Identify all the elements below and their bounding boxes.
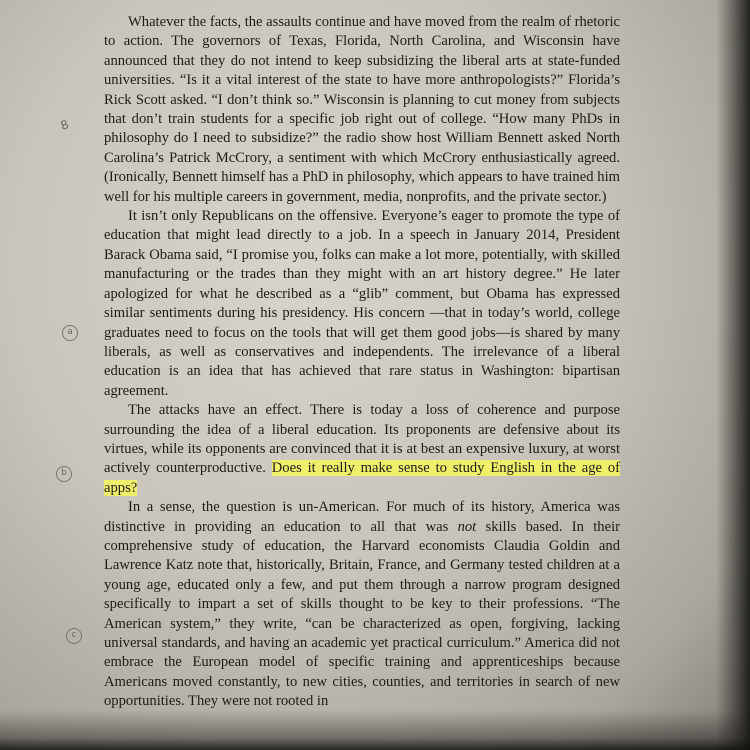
body-text [104, 13, 620, 712]
paragraph [104, 401, 620, 498]
paragraph-text: In a sense, the question is un-American. For much of its history, America was distinctive in providing an education to all that was [104, 499, 620, 535]
italic-word: not [457, 518, 477, 535]
page-edge-shadow [716, 0, 750, 750]
highlighted-sentence: Does it really make sense to study English in the age of apps? [104, 460, 620, 496]
margin-annotation: 8 [58, 117, 71, 133]
paragraph: Whatever the facts, the assaults continue and have moved from the realm of rhetoric to action. The governors of Texas, Florida, North Carolina, and Wisconsin have announced that they do not intend to keep subsidizing the liberal arts at state-funded universities. “Is it a vital interest of the state to have more anthropologists?” Florida’s Rick Scott asked. “I don’t think so.” Wisconsin is planning to cut money from subjects that don’t train students for a specific job right out of college. “How many PhDs in philosophy do I need to subsidize?” the radio show host William Bennett asked North Carolina’s Patrick McCrory, a sentiment with which McCrory enthusiastically agreed. (Ironically, Bennett himself has a PhD in philosophy, which appears to have trained him well for his multiple careers in government, media, nonprofits, and the private sector.) [104, 14, 620, 205]
margin-annotation: c [66, 628, 82, 644]
margin-annotation: b [56, 466, 72, 482]
page-bottom-shadow [0, 710, 750, 750]
paragraph-text: The attacks have an effect. There is today a loss of coherence and purpose surrounding the idea of a liberal education. Its proponents are defensive about its virtues, while its opponents are convinced that it is at best an expensive luxury, at worst actively counterproductive. [104, 402, 620, 477]
paragraph: It isn’t only Republicans on the offensive. Everyone’s eager to promote the type of education that might lead directly to a job. In a speech in January 2014, President Barack Obama said, “I promise you, folks can make a lot more, potentially, with skilled manufacturing or the trades than they might with an art history degree.” He later apologized for what he described as a “glib” comment, but Obama has expressed similar sentiments during his presidency. His concern —that in today’s world, college graduates need to focus on the tools that will get them good jobs—is shared by many liberals, as well as conservatives and independents. The irrelevance of a liberal education is an idea that has achieved that rare status in Washington: bipartisan agreement. [104, 208, 620, 399]
margin-annotation: a [62, 325, 78, 341]
paragraph [104, 498, 620, 711]
paragraph-text: skills based. In their comprehensive study of education, the Harvard economists Claudia Goldin and Lawrence Katz note that, historically, Britain, France, and Germany tested children at a young age, educated only a few, and put them through a narrow program designed specifically to impart a set of skills thought to be key to their professions. “The American system,” they write, “can be characterized as open, forgiving, lacking universal standards, and having an academic yet practical curriculum.” America did not embrace the European model of specific training and apprenticeships because Americans moved constantly, to new cities, counties, and territories in search of new opportunities. They were not rooted in [104, 518, 620, 710]
